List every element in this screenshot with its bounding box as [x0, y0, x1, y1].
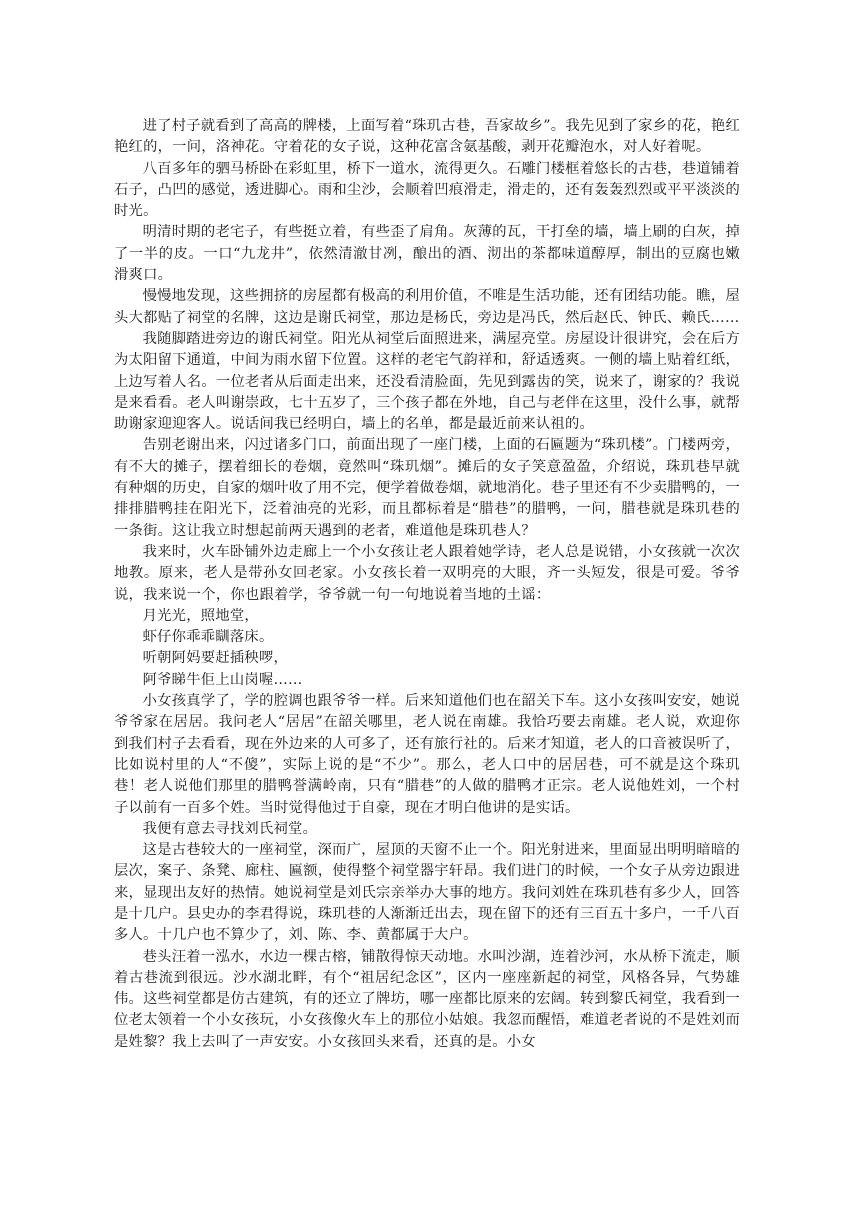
paragraph: 巷头汪着一泓水，水边一棵古榕，铺散得惊天动地。水叫沙湖，连着沙河，水从桥下流走，顺着古巷流到很远。沙水湖北畔，有个“祖居纪念区”，区内一座座新起的祠堂，风格各异，气势雄伟。这些祠堂都是仿古建筑，有的还立了牌坊，哪一座都比原来的宏阔。转到黎氏祠堂，我看到一位老太领着一个小女孩玩，小女孩像火车上的那位小姑娘。我忽而醒悟，难道老者说的不是姓刘而是姓黎？我上去叫了一声安安。小女孩回头来看，还真的是。小女 [114, 948, 740, 1050]
paragraph: 慢慢地发现，这些拥挤的房屋都有极高的利用价值，不唯是生活功能，还有团结功能。瞧，屋头大都贴了祠堂的名牌，这边是谢氏祠堂，那边是杨氏，旁边是冯氏，然后赵氏、钟氏、赖氏…… [114, 288, 740, 326]
verse-line: 阿爷睇牛佢上山岗喔…… [142, 671, 303, 688]
verse-line: 月光光，照地堂， [142, 607, 259, 624]
paragraph: 这是古巷较大的一座祠堂，深而广，屋顶的天窗不止一个。阳光射进来，里面显出明明暗暗的层次，案子、条凳、廊柱、匾额，使得整个祠堂器宇轩昂。我们进门的时候，一个女子从旁边跟进来，显现出友好的热情。她说祠堂是刘氏宗亲举办大事的地方。我问刘姓在珠玑巷有多少人，回答是十几户。县史办的李君得说，珠玑巷的人渐渐迁出去，现在留下的还有三百五十多户，一千八百多人。十几户也不算少了，刘、陈、李、黄都属于大户。 [114, 842, 740, 944]
paragraph: 明清时期的老宅子，有些挺立着，有些歪了肩角。灰薄的瓦，干打垒的墙，墙上刷的白灰，掉了一半的皮。一口“九龙井”，依然清澈甘冽，酿出的酒、沏出的茶都味道醇厚，制出的豆腐也嫩滑爽口。 [114, 224, 740, 284]
paragraph: 告别老谢出来，闪过诸多门口，前面出现了一座门楼，上面的石匾题为“珠玑楼”。门楼两旁，有不大的摊子，摆着细长的卷烟，竟然叫“珠玑烟”。摊后的女子笑意盈盈，介绍说，珠玑巷早就有种烟的历史，自家的烟叶收了用不完，便学着做卷烟，就地消化。巷子里还有不少卖腊鸭的，一排排腊鸭挂在阳光下，泛着油亮的光彩，而且都标着是“腊巷”的腊鸭，一问，腊巷就是珠玑巷的一条街。这让我立时想起前两天遇到的老者，难道他是珠玑巷人？ [114, 437, 740, 539]
paragraph: 我便有意去寻找刘氏祠堂。 [142, 820, 318, 837]
paragraph: 小女孩真学了，学的腔调也跟爷爷一样。后来知道他们也在韶关下车。这小女孩叫安安，她说爷爷家在居居。我问老人“居居”在韶关哪里，老人说在南雄。我恰巧要去南雄。老人说，欢迎你到我们村子去看看，现在外边来的人可多了，还有旅行社的。后来才知道，老人的口音被误听了，比如说村里的人“不傻”，实际上说的是“不少”。那么，老人口中的居居巷，可不就是这个珠玑巷！老人说他们那里的腊鸭誉满岭南，只有“腊巷”的人做的腊鸭才正宗。老人说他姓刘，一个村子以前有一百多个姓。当时觉得他过于自豪，现在才明白他讲的是实话。 [114, 693, 740, 816]
paragraph: 我来时，火车卧铺外边走廊上一个小女孩让老人跟着她学诗，老人总是说错，小女孩就一次次地教。原来，老人是带孙女回老家。小女孩长着一双明亮的大眼，齐一头短发，很是可爱。爷爷说，我来说一个，你也跟着学，爷爷就一句一句地说着当地的土谣： [114, 543, 740, 603]
verse-line: 虾仔你乖乖瞓落床。 [142, 629, 274, 646]
paragraph: 我随脚踏进旁边的谢氏祠堂。阳光从祠堂后面照进来，满屋亮堂。房屋设计很讲究，会在后方为太阳留下通道，中间为雨水留下位置。这样的老宅气韵祥和，舒适透爽。一侧的墙上贴着红纸，上边写着人名。一位老者从后面走出来，还没看清脸面，先见到露齿的笑，说来了，谢家的？我说是来看看。老人叫谢崇政，七十五岁了，三个孩子都在外地，自己与老伴在这里，没什么事，就帮助谢家迎迎客人。说话间我已经明白，墙上的名单，都是最近前来认祖的。 [114, 330, 740, 433]
article-body [114, 116, 740, 1053]
verse-line: 听朝阿妈要赶插秧啰， [142, 650, 289, 667]
paragraph: 八百多年的驷马桥卧在彩虹里，桥下一道水，流得更久。石雕门楼框着悠长的古巷，巷道铺着石子，凸凹的感觉，透进脚心。雨和尘沙，会顺着凹痕滑走，滑走的，还有轰轰烈烈或平平淡淡的时光。 [114, 160, 740, 220]
paragraph: 进了村子就看到了高高的牌楼，上面写着“珠玑古巷，吾家故乡”。我先见到了家乡的花，艳红艳红的，一问，洛神花。守着花的女子说，这种花富含氨基酸，剥开花瓣泡水，对人好着呢。 [114, 118, 740, 156]
